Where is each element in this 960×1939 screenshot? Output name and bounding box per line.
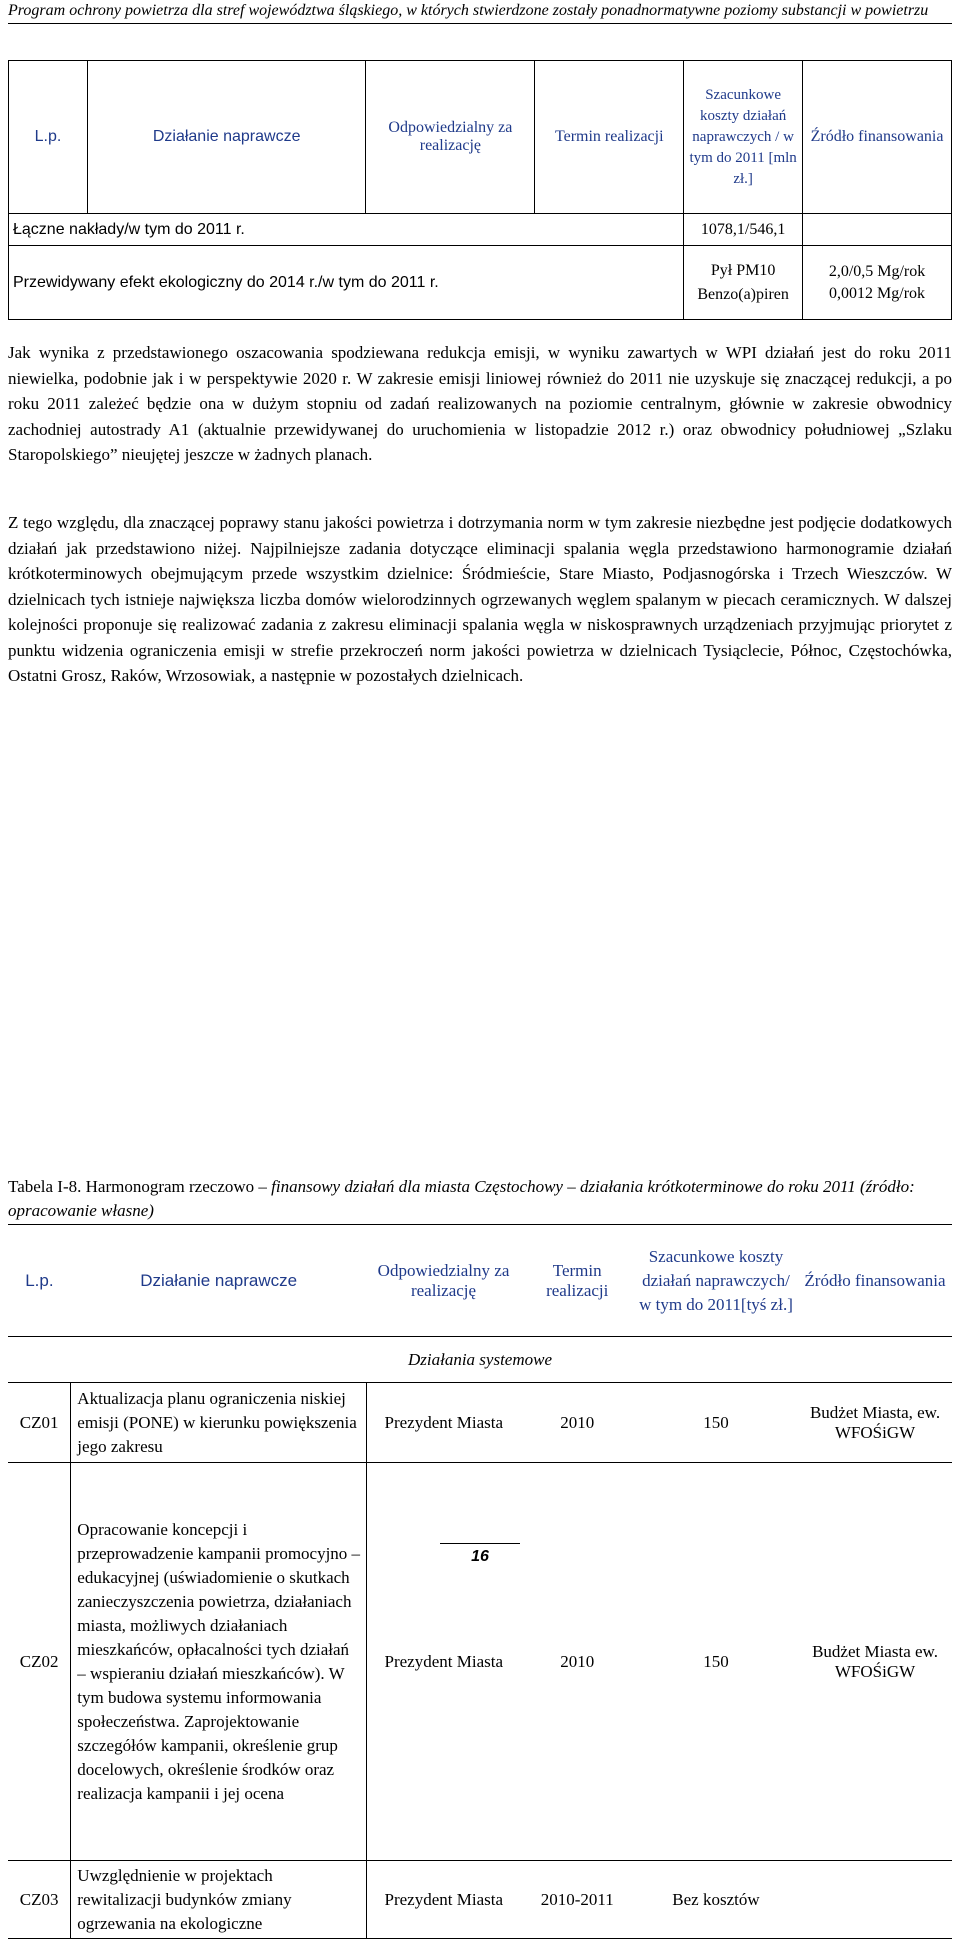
effect-values (803, 246, 952, 320)
row-cost: 150 (634, 1383, 798, 1463)
col2-term: Termin realizacji (521, 1225, 634, 1337)
total-value: 1078,1/546,1 (684, 214, 803, 246)
row-cost: Bez kosztów (634, 1861, 798, 1939)
row-source: Budżet Miasta ew. WFOŚiGW (798, 1463, 952, 1861)
summary-table (8, 60, 952, 320)
schedule-table-header (8, 1225, 952, 1337)
row-term: 2010 (521, 1383, 634, 1463)
row-responsible: Prezydent Miasta (367, 1383, 521, 1463)
row-action: Opracowanie koncepcji i przeprowadzenie kampanii promocyjno – edukacyjnej (uświadomienie o skutkach zanieczyszczenia powietrza, działaniach miasta, możliwych działaniach mieszkańców, opłacalności tych działań – wspieraniu działań mieszkańców). W tym budowa systemu informowania społeczeństwa. Zaprojektowanie szczegółów kampanii, określenie grup docelowych, określenie środków oraz realizacja kampanii i jej ocena (71, 1463, 367, 1861)
effect-value-1: 2,0/0,5 Mg/rok (828, 262, 926, 280)
footer-divider (440, 1543, 520, 1544)
col2-lp: L.p. (8, 1225, 71, 1337)
row-cost: 150 (634, 1463, 798, 1861)
row-responsible: Prezydent Miasta (367, 1861, 521, 1939)
document-header: Program ochrony powietrza dla stref województwa śląskiego, w których stwierdzone zostały ponadnormatywne poziomy substancji w powietrzu (8, 0, 952, 24)
section-label: Działania systemowe (8, 1337, 952, 1383)
effect-pollutant-2: Benzo(a)piren (697, 285, 789, 303)
table-row (8, 1861, 952, 1939)
effect-pollutant-1: Pył PM10 (710, 261, 776, 279)
col-source: Źródło finansowania (803, 61, 952, 214)
row-source (798, 1861, 952, 1939)
row-responsible: Prezydent Miasta (367, 1463, 521, 1861)
effect-row (9, 246, 952, 320)
table-row (8, 1463, 952, 1861)
row-action: Uwzględnienie w projektach rewitalizacji budynków zmiany ogrzewania na ekologiczne (71, 1861, 367, 1939)
effect-label: Przewidywany efekt ekologiczny do 2014 r./w tym do 2011 r. (9, 246, 684, 320)
paragraph-2: Z tego względu, dla znaczącej poprawy stanu jakości powietrza i dotrzymania norm w tym zakresie niezbędne jest podjęcie dodatkowych działań jak przedstawiono niżej. Najpilniejsze zadania dotyczące eliminacji spalania węgla przedstawiono harmonogramie działań krótkoterminowych obejmującym przede wszystkim dzielnice: Śródmieście, Stare Miasto, Podjasnogórska i Trzech Wieszczów. W dzielnicach tych istnieje największa liczba domów wielorodzinnych ogrzewanych węglem spalanym w piecach ceramicznych. W dalszej kolejności proponuje się realizować zadania z zakresu eliminacji spalania węgla w niskosprawnych urządzeniach przyjmując priorytet z punktu widzenia ograniczenia emisji w strefie przekroczeń norm jakości powietrza w dzielnicach Tysiąclecie, Północ, Częstochówka, Ostatni Grosz, Raków, Wrzosowiak, a następnie w pozostałych dzielnicach. (8, 513, 952, 685)
total-label: Łączne nakłady/w tym do 2011 r. (9, 214, 684, 246)
col-responsible: Odpowiedzialny za realizację (366, 61, 535, 214)
col2-action: Działanie naprawcze (71, 1225, 367, 1337)
row-id: CZ03 (8, 1861, 71, 1939)
schedule-table (8, 1224, 952, 1939)
effect-value-2: 0,0012 Mg/rok (829, 284, 926, 302)
effect-pollutants (684, 246, 803, 320)
col2-source: Źródło finansowania (798, 1225, 952, 1337)
row-term: 2010-2011 (521, 1861, 634, 1939)
page-number: 16 (471, 1548, 489, 1565)
col2-costs: Szacunkowe koszty działań naprawczych/ w tym do 2011[tyś zł.] (634, 1225, 798, 1337)
col2-responsible: Odpowiedzialny za realizację (367, 1225, 521, 1337)
row-id: CZ01 (8, 1383, 71, 1463)
row-action: Aktualizacja planu ograniczenia niskiej emisji (PONE) w kierunku powiększenia jego zakresu (71, 1383, 367, 1463)
col-action: Działanie naprawcze (87, 61, 366, 214)
row-source: Budżet Miasta, ew. WFOŚiGW (798, 1383, 952, 1463)
summary-table-header (9, 61, 952, 214)
caption-italic: finansowy działań dla miasta Częstochowy – działania krótkoterminowe do roku 2011 (źródło: opracowanie własne) (8, 1177, 915, 1220)
section-row (8, 1337, 952, 1383)
caption-label: Tabela I-8. Harmonogram rzeczowo – (8, 1177, 272, 1196)
table-row (8, 1383, 952, 1463)
col-costs: Szacunkowe koszty działań naprawczych / w tym do 2011 [mln zł.] (684, 61, 803, 214)
col-term: Termin realizacji (535, 61, 684, 214)
row-id: CZ02 (8, 1463, 71, 1861)
total-empty (803, 214, 952, 246)
row-term: 2010 (521, 1463, 634, 1861)
total-row (9, 214, 952, 246)
table-caption (8, 1175, 952, 1223)
col-lp: L.p. (9, 61, 88, 214)
paragraph-1: Jak wynika z przedstawionego oszacowania spodziewana redukcja emisji, w wyniku zawartych w WPI działań jest do roku 2011 niewielka, podobnie jak i w perspektywie 2020 r. W zakresie emisji liniowej również do 2011 nie uzyskuje się znaczącej redukcji, a po roku 2011 zależeć będzie ona w dużym stopniu od zadań realizowanych na poziomie centralnym, głównie w zakresie obwodnicy zachodniej autostrady A1 (aktualnie przewidywanej do uruchomienia w listopadzie 2012 r.) oraz obwodnicy południowej „Szlaku Staropolskiego” nieujętej jeszcze w żadnych planach. (8, 343, 952, 464)
